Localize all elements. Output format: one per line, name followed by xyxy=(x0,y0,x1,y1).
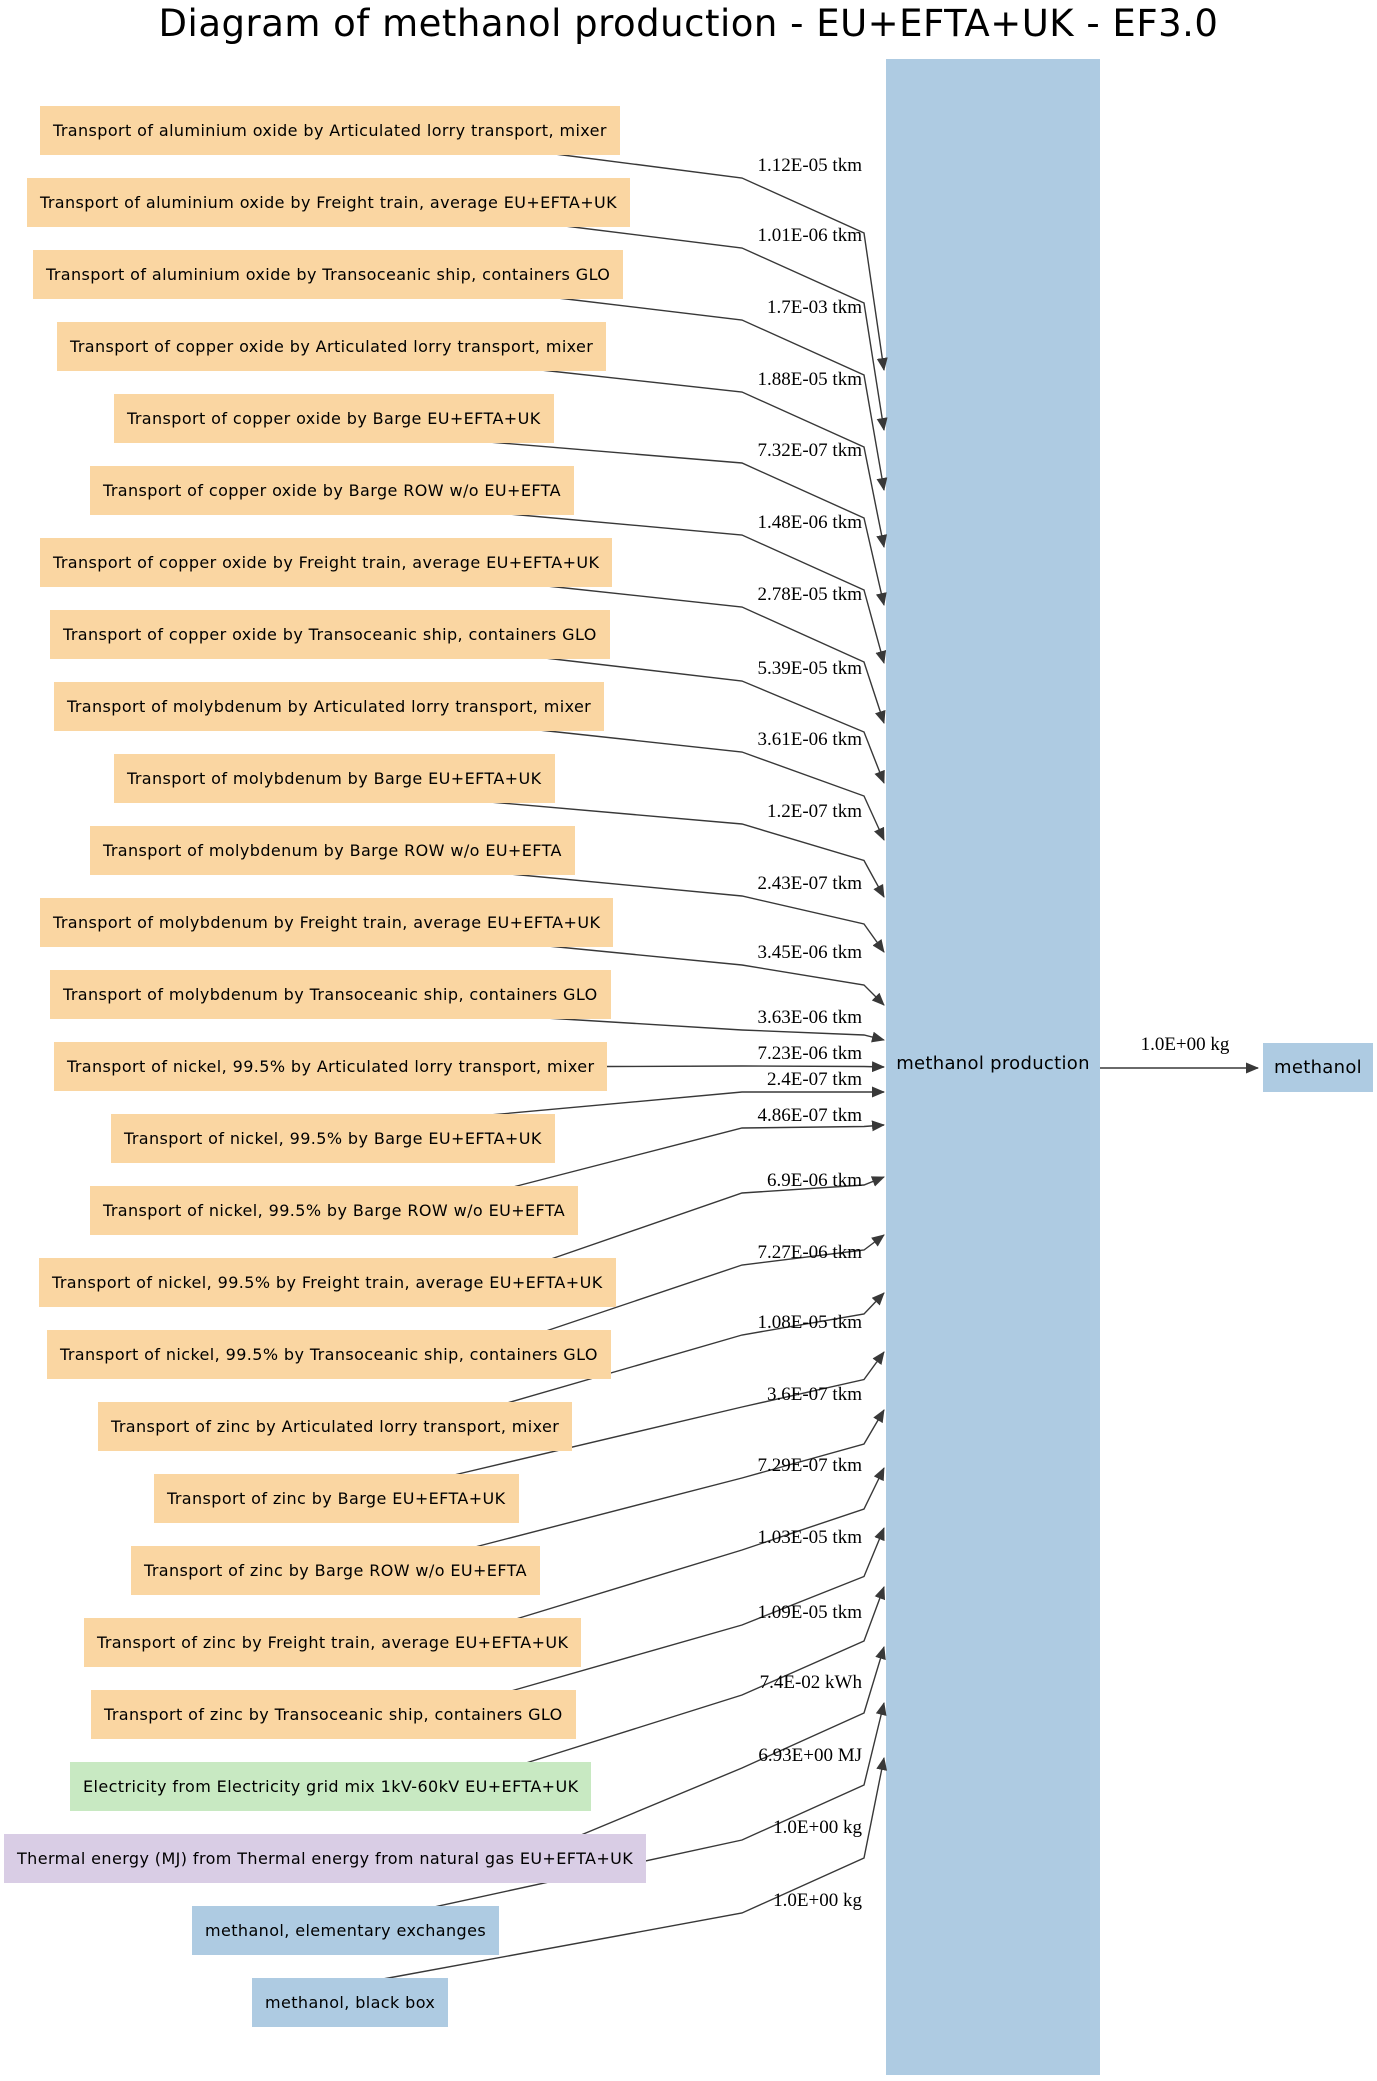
flow-value-label: 2.4E-07 tkm xyxy=(767,1069,862,1090)
flow-value-label: 3.45E-06 tkm xyxy=(757,942,862,963)
process-node-transport: Transport of zinc by Freight train, average EU+EFTA+UK xyxy=(84,1618,581,1667)
process-node-transport: Transport of zinc by Transoceanic ship, containers GLO xyxy=(91,1690,576,1739)
process-node-transport: Transport of copper oxide by Barge ROW w/o EU+EFTA xyxy=(90,466,574,515)
process-node-transport: Transport of nickel, 99.5% by Barge EU+EFTA+UK xyxy=(111,1114,555,1163)
process-node-transport: Transport of zinc by Barge EU+EFTA+UK xyxy=(154,1474,519,1523)
flow-value-label: 5.39E-05 tkm xyxy=(757,658,862,679)
flow-value-label: 1.0E+00 kg xyxy=(773,1817,862,1838)
flow-value-label: 7.4E-02 kWh xyxy=(759,1672,862,1693)
process-node-methanol: methanol, elementary exchanges xyxy=(192,1906,499,1955)
flow-value-label: 1.0E+00 kg xyxy=(773,1890,862,1911)
process-node-transport: Transport of aluminium oxide by Freight train, average EU+EFTA+UK xyxy=(27,178,630,227)
flow-value-label: 1.2E-07 tkm xyxy=(767,801,862,822)
process-node-methanol: methanol, black box xyxy=(252,1978,448,2027)
process-node-transport: Transport of zinc by Barge ROW w/o EU+EFTA xyxy=(131,1546,540,1595)
flow-value-label: 7.27E-06 tkm xyxy=(757,1242,862,1263)
methanol-production-label: methanol production xyxy=(896,1053,1090,1074)
flow-value-label: 6.93E+00 MJ xyxy=(758,1745,862,1766)
process-node-transport: Transport of molybdenum by Freight train, average EU+EFTA+UK xyxy=(40,898,613,947)
flow-value-label: 1.12E-05 tkm xyxy=(757,155,862,176)
process-node-transport: Transport of aluminium oxide by Articulated lorry transport, mixer xyxy=(40,106,620,155)
flow-value-label: 3.61E-06 tkm xyxy=(757,729,862,750)
process-node-transport: Transport of molybdenum by Articulated lorry transport, mixer xyxy=(54,682,604,731)
flow-value-label: 1.7E-03 tkm xyxy=(767,297,862,318)
flow-value-label: 1.03E-05 tkm xyxy=(757,1527,862,1548)
flow-value-label: 3.6E-07 tkm xyxy=(767,1384,862,1405)
flow-value-label: 1.08E-05 tkm xyxy=(757,1312,862,1333)
methanol-output-node: methanol xyxy=(1263,1043,1373,1092)
process-node-transport: Transport of nickel, 99.5% by Barge ROW w/o EU+EFTA xyxy=(90,1186,578,1235)
process-node-electricity: Electricity from Electricity grid mix 1kV-60kV EU+EFTA+UK xyxy=(70,1762,591,1811)
flow-value-label: 6.9E-06 tkm xyxy=(767,1170,862,1191)
output-flow-value: 1.0E+00 kg xyxy=(1140,1034,1230,1055)
process-node-transport: Transport of nickel, 99.5% by Articulated lorry transport, mixer xyxy=(54,1042,607,1091)
process-node-transport: Transport of copper oxide by Barge EU+EFTA+UK xyxy=(114,394,554,443)
process-node-transport: Transport of molybdenum by Barge ROW w/o EU+EFTA xyxy=(90,826,575,875)
flow-value-label: 1.09E-05 tkm xyxy=(757,1602,862,1623)
flow-value-label: 1.88E-05 tkm xyxy=(757,369,862,390)
flow-value-label: 1.01E-06 tkm xyxy=(757,225,862,246)
flow-value-label: 2.43E-07 tkm xyxy=(757,873,862,894)
process-node-transport: Transport of copper oxide by Transoceanic ship, containers GLO xyxy=(50,610,610,659)
process-node-transport: Transport of nickel, 99.5% by Transoceanic ship, containers GLO xyxy=(47,1330,611,1379)
process-node-transport: Transport of zinc by Articulated lorry transport, mixer xyxy=(98,1402,572,1451)
flow-value-label: 7.29E-07 tkm xyxy=(757,1455,862,1476)
flow-value-label: 7.23E-06 tkm xyxy=(757,1043,862,1064)
diagram-title: Diagram of methanol production - EU+EFTA+UK - EF3.0 xyxy=(158,2,1219,45)
process-node-transport: Transport of copper oxide by Freight train, average EU+EFTA+UK xyxy=(40,538,612,587)
flow-value-label: 3.63E-06 tkm xyxy=(757,1007,862,1028)
flow-value-label: 4.86E-07 tkm xyxy=(757,1105,862,1126)
process-node-thermal: Thermal energy (MJ) from Thermal energy from natural gas EU+EFTA+UK xyxy=(4,1834,646,1883)
flow-edge xyxy=(607,1066,884,1067)
process-node-transport: Transport of molybdenum by Barge EU+EFTA+UK xyxy=(114,754,555,803)
process-node-transport: Transport of nickel, 99.5% by Freight train, average EU+EFTA+UK xyxy=(39,1258,616,1307)
flow-value-label: 7.32E-07 tkm xyxy=(757,440,862,461)
process-node-transport: Transport of molybdenum by Transoceanic ship, containers GLO xyxy=(50,970,611,1019)
process-node-transport: Transport of copper oxide by Articulated lorry transport, mixer xyxy=(57,322,606,371)
flow-value-label: 2.78E-05 tkm xyxy=(757,584,862,605)
process-node-transport: Transport of aluminium oxide by Transoceanic ship, containers GLO xyxy=(33,250,623,299)
flow-value-label: 1.48E-06 tkm xyxy=(757,512,862,533)
